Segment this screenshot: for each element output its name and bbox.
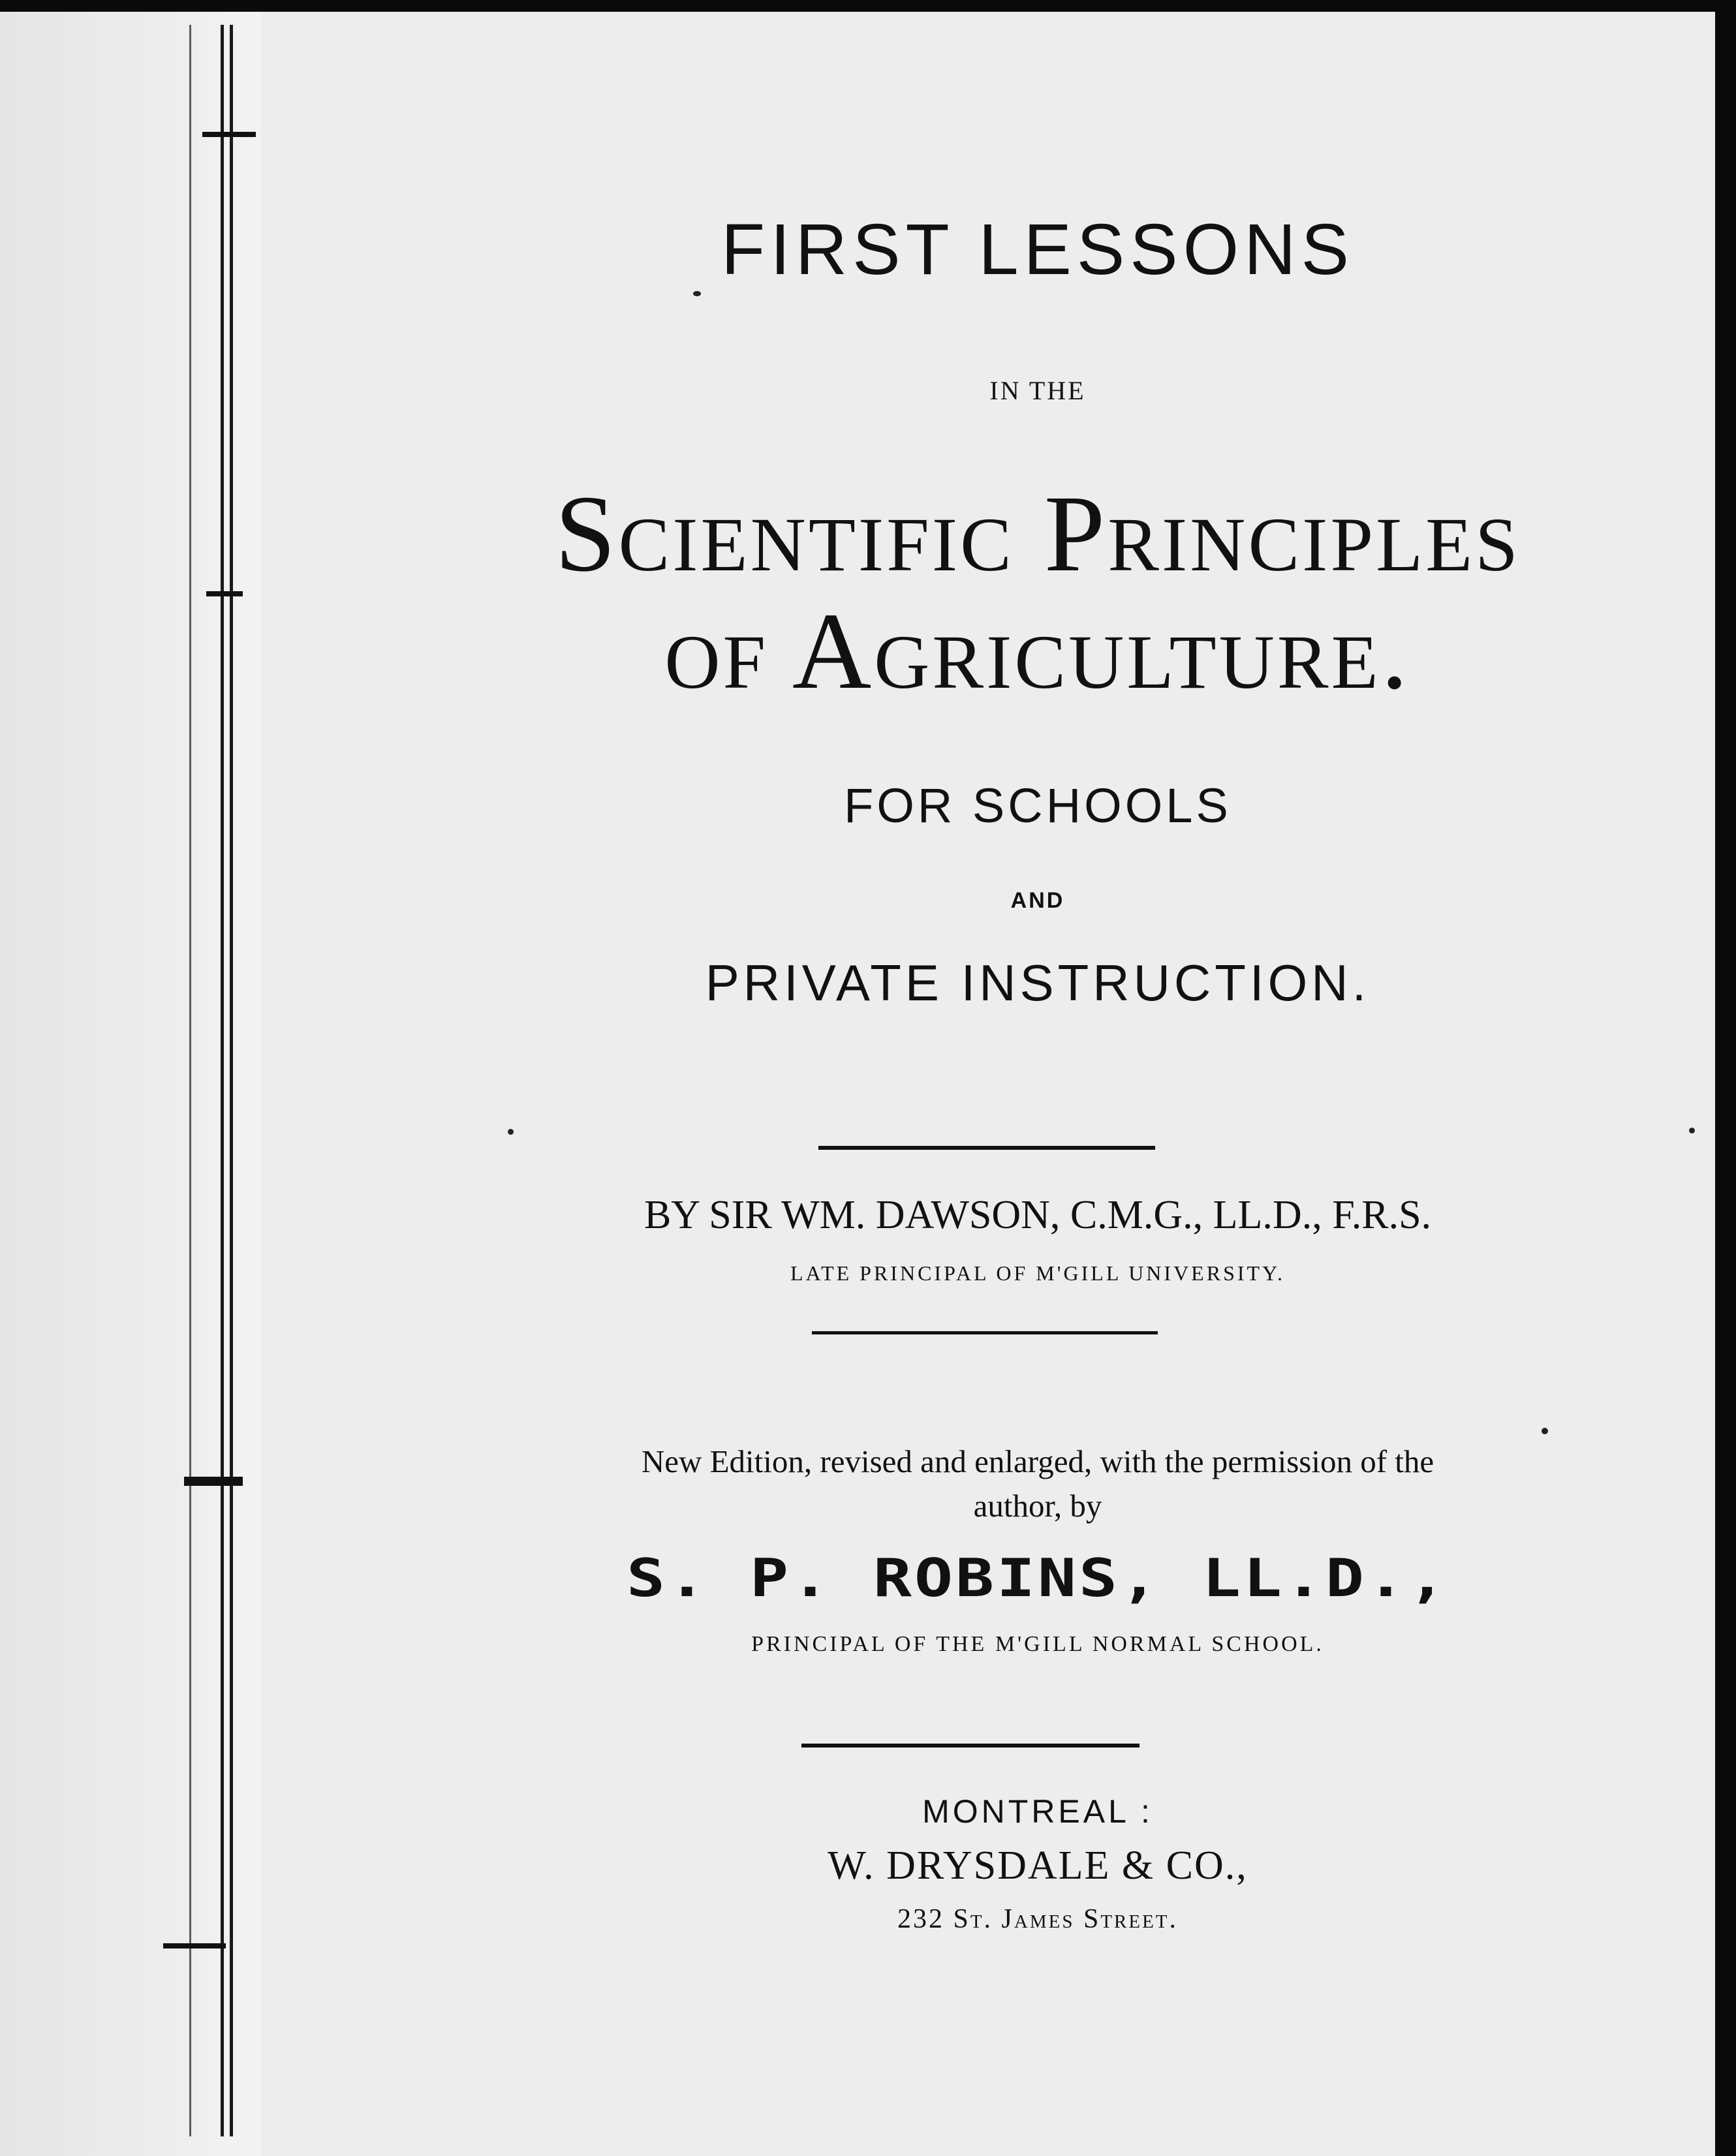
subtitle-line-2: AND (1010, 888, 1065, 913)
title-page-text (0, 12, 1715, 2156)
imprint-place: MONTREAL : (922, 1793, 1153, 1830)
title-line-4: of Agriculture. (664, 591, 1411, 712)
edition-line-2: author, by (973, 1488, 1102, 1524)
author-line: BY SIR WM. DAWSON, C.M.G., LL.D., F.R.S. (643, 1193, 1432, 1237)
divider-rule (801, 1744, 1139, 1748)
divider-rule (818, 1146, 1155, 1150)
title-line-1: FIRST LESSONS (721, 209, 1354, 290)
title-line-3: Scientific Principles (555, 473, 1521, 594)
imprint-publisher: W. DRYSDALE & CO., (828, 1843, 1248, 1888)
subtitle-line-3: PRIVATE INSTRUCTION. (705, 954, 1371, 1011)
reviser-name: S. P. ROBINS, LL.D., (626, 1548, 1449, 1609)
divider-rule (812, 1331, 1158, 1334)
subtitle-line-1: FOR SCHOOLS (844, 778, 1232, 833)
reviser-note: PRINCIPAL OF THE M'GILL NORMAL SCHOOL. (751, 1632, 1324, 1656)
title-connector: IN THE (989, 376, 1086, 405)
imprint-address: 232 St. James Street. (897, 1904, 1179, 1934)
title-page (0, 12, 1715, 2156)
edition-line-1: New Edition, revised and enlarged, with the permission of the (641, 1443, 1434, 1479)
author-note: LATE PRINCIPAL OF M'GILL UNIVERSITY. (790, 1261, 1286, 1285)
